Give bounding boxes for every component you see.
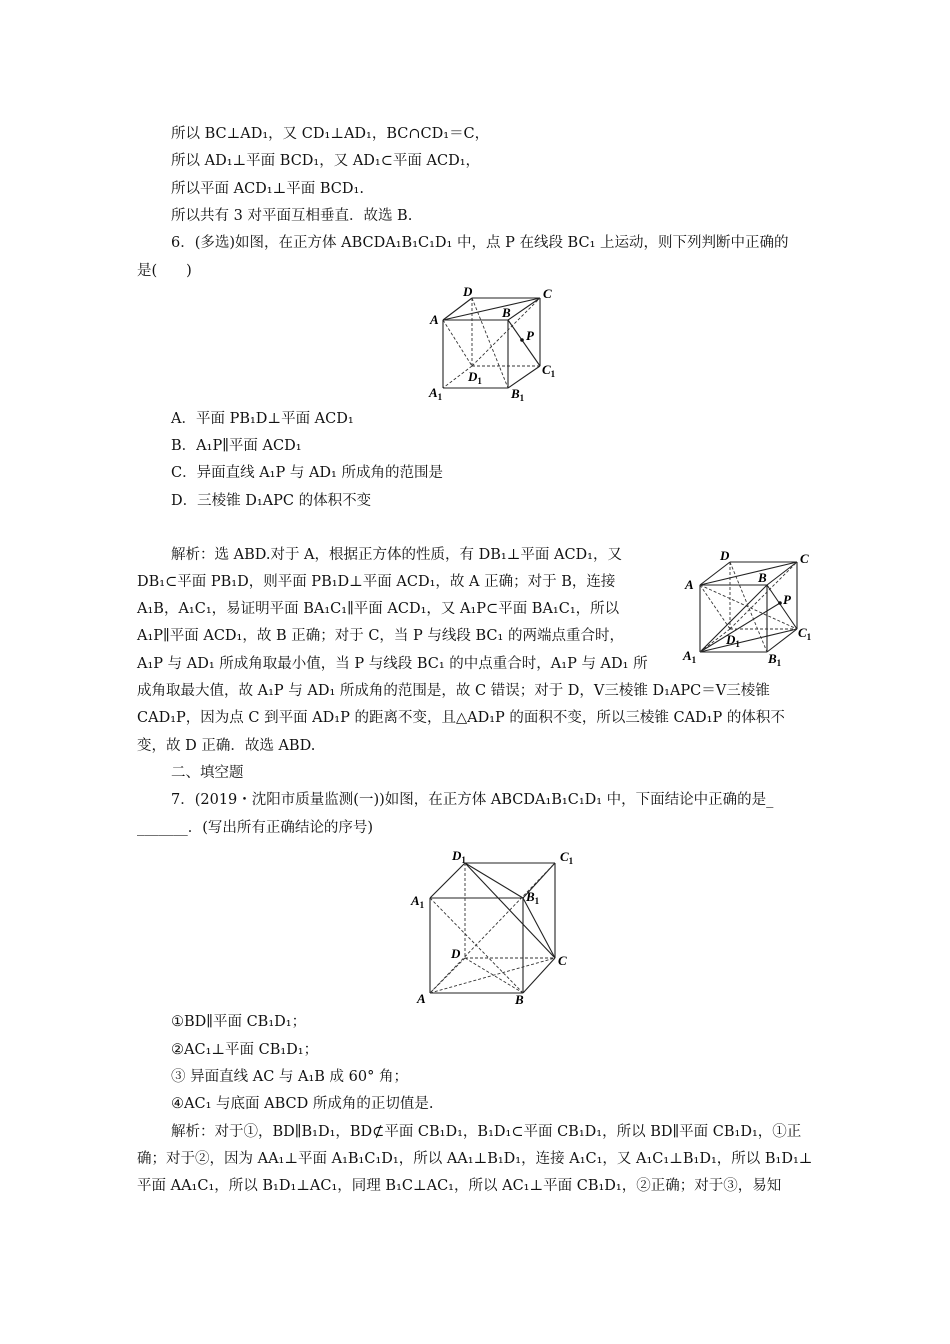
option-b: B．A₁P∥平面 ACD₁	[171, 438, 302, 454]
solution-line: A₁P∥平面 ACD₁，故 B 正确；对于 C，当 P 与线段 BC₁ 的两端点重合时，	[137, 628, 624, 644]
label-B: B	[758, 570, 767, 585]
label-B1: $B_1$	[768, 651, 782, 668]
conclusion-4: ④AC₁ 与底面 ABCD 所成角的正切值是.	[171, 1096, 434, 1112]
solution-line: CAD₁P，因为点 C 到平面 AD₁P 的距离不变，且△AD₁P 的面积不变，所以三棱锥 CAD₁P 的体积不	[137, 710, 785, 726]
label-B1: $B_1$	[511, 386, 525, 403]
option-d: D．三棱锥 D₁APC 的体积不变	[171, 493, 372, 509]
question-6-cont: 是( )	[137, 263, 192, 279]
question-7-cont: _______．(写出所有正确结论的序号)	[137, 820, 374, 836]
label-P: P	[783, 592, 791, 607]
option-a: A．平面 PB₁D⊥平面 ACD₁	[171, 411, 354, 427]
solution-line: 平面 AA₁C₁，所以 B₁D₁⊥AC₁，同理 B₁C⊥AC₁，所以 AC₁⊥平面 CB₁D₁，②正确；对于③，易知	[137, 1178, 782, 1194]
solution-line: A₁B，A₁C₁，易证明平面 BA₁C₁∥平面 ACD₁，又 A₁P⊂平面 BA₁C₁，所以	[137, 601, 620, 617]
label-B1: $B_1$	[526, 889, 540, 906]
label-P: P	[526, 328, 534, 343]
section-heading: 二、填空题	[171, 765, 244, 781]
label-B: B	[502, 305, 511, 320]
text-line: 所以 AD₁⊥平面 BCD₁，又 AD₁⊂平面 ACD₁，	[171, 153, 481, 169]
label-A1: $A_1$	[429, 385, 443, 402]
solution-line: 确；对于②，因为 AA₁⊥平面 A₁B₁C₁D₁，所以 AA₁⊥B₁D₁，连接 A₁C₁，又 A₁C₁⊥B₁D₁，所以 B₁D₁⊥	[137, 1151, 813, 1167]
conclusion-3: ③ 异面直线 AC 与 A₁B 成 60° 角；	[171, 1069, 408, 1085]
text-line: 所以平面 ACD₁⊥平面 BCD₁.	[171, 181, 364, 197]
label-D1: $D_1$	[452, 848, 466, 865]
label-D1: $D_1$	[726, 632, 740, 649]
label-A: A	[430, 312, 439, 327]
cube-figure-1	[425, 284, 565, 404]
solution-line: 成角取最大值，故 A₁P 与 AD₁ 所成角的范围是，故 C 错误；对于 D，V三棱锥 D₁APC＝V三棱锥	[137, 683, 770, 699]
question-7: 7．(2019・沈阳市质量监测(一))如图，在正方体 ABCDA₁B₁C₁D₁ 中，下面结论中正确的是_	[171, 792, 774, 808]
text-line: 所以共有 3 对平面互相垂直．故选 B.	[171, 208, 413, 224]
text-line: 所以 BC⊥AD₁，又 CD₁⊥AD₁，BC∩CD₁＝C，	[171, 126, 490, 142]
label-A: A	[685, 577, 694, 592]
label-D: D	[463, 284, 473, 299]
label-D: D	[720, 548, 730, 563]
conclusion-1: ①BD∥平面 CB₁D₁；	[171, 1014, 307, 1030]
label-C1: $C_1$	[560, 849, 574, 866]
label-C: C	[543, 286, 552, 301]
conclusion-2: ②AC₁⊥平面 CB₁D₁；	[171, 1042, 319, 1058]
label-D: D	[451, 946, 461, 961]
question-6: 6．(多选)如图，在正方体 ABCDA₁B₁C₁D₁ 中，点 P 在线段 BC₁ 上运动，则下列判断中正确的	[171, 235, 789, 251]
cube-figure-3	[405, 843, 590, 1008]
solution-line: 解析：对于①，BD∥B₁D₁，BD⊄平面 CB₁D₁，B₁D₁⊂平面 CB₁D₁，所以 BD∥平面 CB₁D₁，①正	[171, 1124, 802, 1140]
label-A: A	[417, 991, 426, 1006]
label-A1: $A_1$	[411, 893, 425, 910]
label-D1: $D_1$	[468, 369, 482, 386]
label-C1: $C_1$	[542, 362, 556, 379]
label-B: B	[515, 992, 524, 1007]
label-C1: $C_1$	[798, 625, 812, 642]
label-C: C	[800, 551, 809, 566]
solution-line: 变，故 D 正确．故选 ABD.	[137, 738, 316, 754]
label-C: C	[558, 953, 567, 968]
solution-line: 解析：选 ABD.对于 A，根据正方体的性质，有 DB₁⊥平面 ACD₁，又	[171, 547, 622, 563]
label-A1: $A_1$	[683, 648, 697, 665]
option-c: C．异面直线 A₁P 与 AD₁ 所成角的范围是	[171, 465, 443, 481]
solution-line: DB₁⊂平面 PB₁D，则平面 PB₁D⊥平面 ACD₁，故 A 正确；对于 B，连接	[137, 574, 616, 590]
solution-line: A₁P 与 AD₁ 所成角取最小值，当 P 与线段 BC₁ 的中点重合时，A₁P 与 AD₁ 所	[137, 656, 648, 672]
cube-figure-2	[680, 545, 820, 670]
